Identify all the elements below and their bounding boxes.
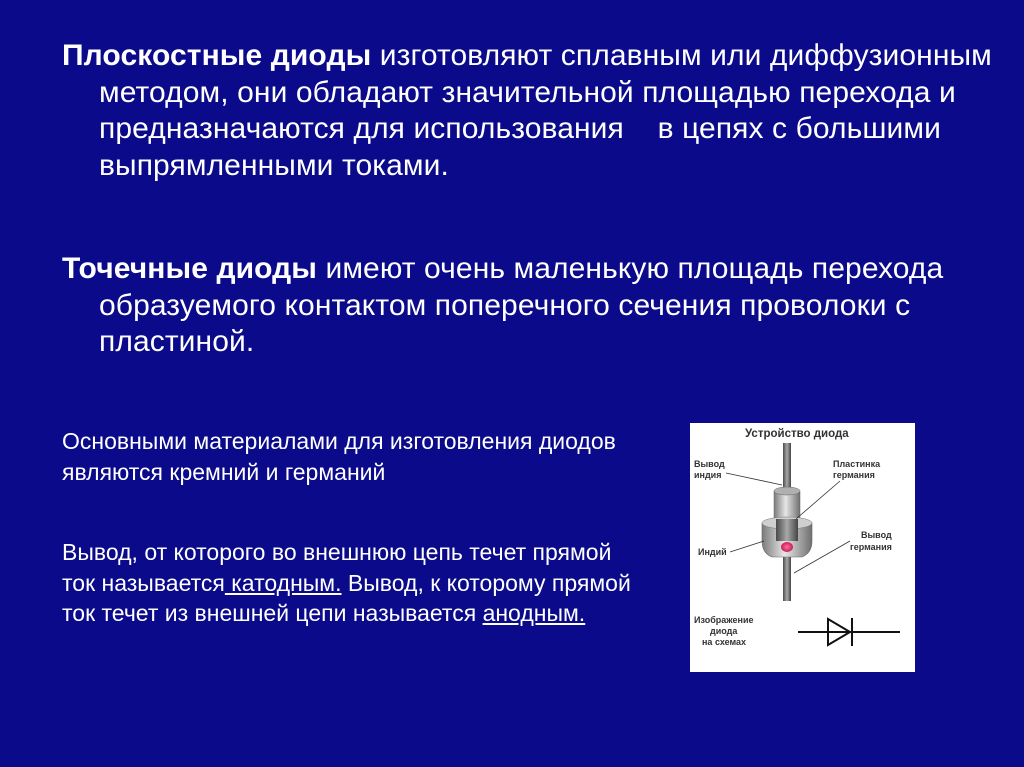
- point-diodes-paragraph: [62, 251, 999, 361]
- diode-symbol: [798, 618, 900, 646]
- diagram-title: Устройство диода: [745, 428, 849, 440]
- anode-word: анодным.: [482, 600, 586, 626]
- label-symbol-line2: диода: [710, 626, 738, 636]
- diode-structure-figure: [690, 423, 915, 672]
- point-diodes-text: имеют очень маленькую площадь перехода образуемого контактом поперечного сечения проволоки с пластиной.: [99, 252, 944, 358]
- terminals-paragraph: [62, 537, 642, 629]
- anode-definition: Вывод, к которому прямой ток течет из внешней цепи называется: [62, 569, 631, 626]
- cathode-definition: Вывод, от которого во внешнюю цепь течет прямой ток называется: [62, 539, 612, 596]
- label-symbol-line1: Изображение: [694, 615, 754, 625]
- materials-paragraph: Основными материалами для изготовления диодов являются кремний и германий: [62, 428, 616, 485]
- label-germanium-plate-line1: Пластинка: [833, 459, 881, 469]
- flat-diodes-text: изготовляют сплавным или диффузионным методом, они обладают значительной площадью перехода и предназначаются для использования в цепях с большими выпрямленными токами.: [99, 39, 1001, 182]
- flat-diodes-paragraph: [62, 38, 999, 184]
- label-indium: Индий: [698, 547, 727, 557]
- label-indium-lead-line1: Вывод: [694, 459, 725, 469]
- germanium-lead-wire: [783, 557, 791, 601]
- label-germanium-lead-line2: германия: [850, 542, 892, 552]
- pn-junction: [781, 542, 793, 552]
- label-indium-lead-line2: индия: [694, 470, 722, 480]
- label-symbol-line3: на схемах: [702, 637, 747, 647]
- diode-structure-diagram: [690, 423, 915, 672]
- label-germanium-lead-line1: Вывод: [861, 530, 892, 540]
- flat-diodes-term: Плоскостные диоды: [62, 39, 372, 72]
- cathode-word: катодным.: [224, 569, 342, 596]
- point-diodes-term: Точечные диоды: [62, 252, 318, 285]
- label-germanium-plate-line2: германия: [833, 470, 875, 480]
